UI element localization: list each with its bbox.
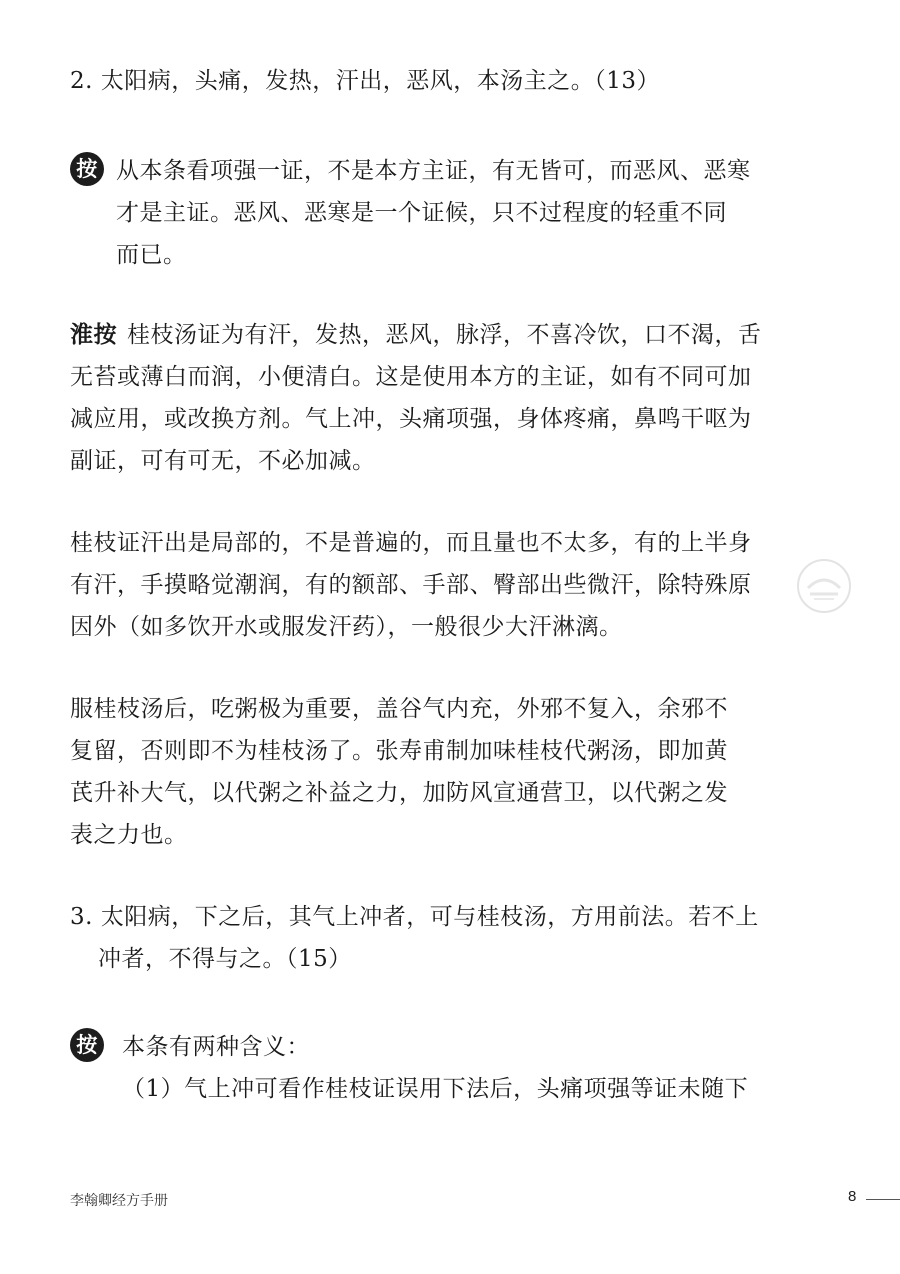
an-badge-icon: 按: [70, 1028, 104, 1062]
clause-2: [70, 60, 770, 102]
huaian-label: 淮按: [70, 321, 117, 348]
huaian-line-2: 无苔或薄白而润，小便清白。这是使用本方的主证，如有不同可加: [70, 364, 752, 390]
para-1-line-3: 因外（如多饮开水或服发汗药），一般很少大汗淋漓。: [70, 614, 623, 640]
clause-3-line-1: 3. 太阳病，下之后，其气上冲者，可与桂枝汤，方用前法。若不上: [70, 904, 759, 930]
page-number-rule: [866, 1199, 900, 1200]
para-1-line-2: 有汗，手摸略觉潮润，有的额部、手部、臀部出些微汗，除特殊原: [70, 572, 752, 598]
footer-book-title: 李翰卿经方手册: [70, 1192, 168, 1208]
note-1-line-2: 才是主证。恶风、恶寒是一个证候，只不过程度的轻重不同: [116, 200, 727, 226]
clause-3-line-2: 冲者，不得与之。（15）: [98, 946, 352, 972]
note-2: [70, 1026, 770, 1110]
huaian-line-4: 副证，可有可无，不必加减。: [70, 448, 376, 474]
para-2-line-3: 芪升补大气，以代粥之补益之力，加防风宣通营卫，以代粥之发: [70, 780, 728, 806]
huaian-line-1: 桂枝汤证为有汗，发热，恶风，脉浮，不喜冷饮，口不渴，舌: [127, 322, 762, 348]
note-1-line-3: 而已。: [116, 242, 187, 268]
clause-3: [70, 896, 770, 980]
note-1-line-1: 从本条看项强一证，不是本方主证，有无皆可，而恶风、恶寒: [116, 158, 751, 184]
note-2-line-2: （1）气上冲可看作桂枝证误用下法后，头痛项强等证未随下: [122, 1076, 749, 1102]
para-2-line-1: 服桂枝汤后，吃粥极为重要，盖谷气内充，外邪不复入，余邪不: [70, 696, 728, 722]
huaian-note: [70, 314, 770, 482]
an-badge-icon: 按: [70, 152, 104, 186]
para-2-line-2: 复留，否则即不为桂枝汤了。张寿甫制加味桂枝代粥汤，即加黄: [70, 738, 728, 764]
para-1-line-1: 桂枝证汗出是局部的，不是普遍的，而且量也不太多，有的上半身: [70, 530, 752, 556]
publisher-seal-icon: [796, 558, 852, 614]
paragraph-porridge: [70, 688, 770, 856]
paragraph-sweat: [70, 522, 770, 648]
note-2-line-1: 本条有两种含义：: [122, 1034, 310, 1060]
page-number: 8: [848, 1188, 857, 1205]
note-1: [70, 150, 770, 276]
clause-2-text: 2. 太阳病，头痛，发热，汗出，恶风，本汤主之。（13）: [70, 68, 661, 94]
para-2-line-4: 表之力也。: [70, 822, 188, 848]
huaian-line-3: 减应用，或改换方剂。气上冲，头痛项强，身体疼痛，鼻鸣干呕为: [70, 406, 752, 432]
